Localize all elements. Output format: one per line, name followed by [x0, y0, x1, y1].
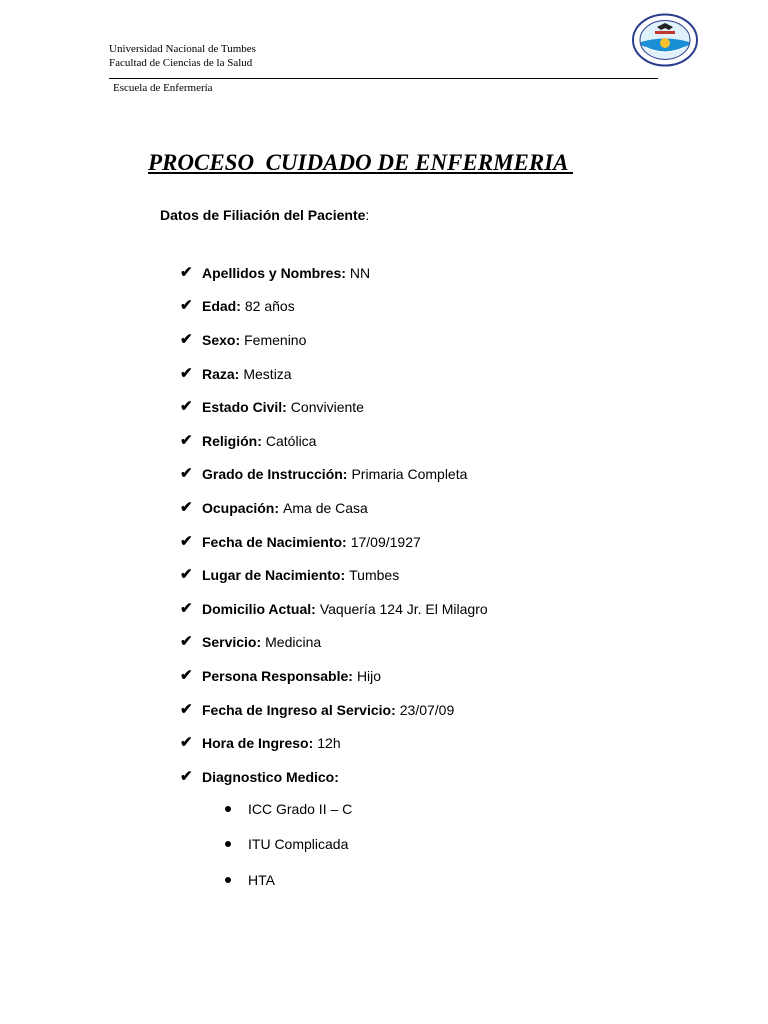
- field-grado-instruccion: [180, 458, 488, 492]
- field-fecha-nacimiento: [180, 525, 488, 559]
- field-label: Fecha de Ingreso al Servicio:: [202, 701, 396, 718]
- document-header: [109, 42, 256, 70]
- field-apellidos: [180, 256, 488, 290]
- field-label: Religión:: [202, 432, 262, 449]
- field-value: Medicina: [265, 634, 322, 651]
- field-value: Hijo: [356, 667, 382, 684]
- faculty-name: Facultad de Ciencias de la Salud: [109, 57, 253, 69]
- field-edad: [180, 290, 488, 324]
- school-name: Escuela de Enfermería: [113, 82, 213, 94]
- field-persona-responsable: [180, 659, 488, 693]
- field-label: Ocupación:: [202, 499, 280, 516]
- field-label: Lugar de Nacimiento:: [202, 567, 346, 584]
- diagnosis-text: HTA: [248, 871, 275, 888]
- checkmark-icon: ✔: [180, 734, 193, 752]
- checkmark-icon: ✔: [180, 532, 193, 550]
- field-religion: [180, 424, 488, 458]
- field-value: Católica: [265, 432, 317, 449]
- checkmark-icon: ✔: [180, 364, 193, 382]
- checkmark-icon: ✔: [180, 498, 193, 516]
- field-diagnostico-medico: [180, 760, 488, 794]
- field-value: Ama de Casa: [283, 499, 368, 516]
- field-sexo: [180, 323, 488, 357]
- field-value: Conviviente: [290, 399, 364, 416]
- diagnosis-item: [225, 862, 352, 898]
- field-fecha-ingreso: [180, 693, 488, 727]
- field-label: Grado de Instrucción:: [202, 466, 348, 483]
- field-ocupacion: [180, 491, 488, 525]
- checkmark-icon: ✔: [180, 566, 193, 584]
- field-value: Tumbes: [349, 567, 400, 584]
- university-seal-icon: [631, 13, 699, 67]
- field-value: Vaquería 124 Jr. El Milagro: [319, 600, 488, 617]
- field-label: Fecha de Nacimiento:: [202, 533, 347, 550]
- field-label: Apellidos y Nombres:: [202, 264, 346, 281]
- checkmark-icon: ✔: [180, 263, 193, 281]
- field-value: NN: [349, 264, 371, 281]
- page-title: PROCESO CUIDADO DE ENFERMERIA: [148, 150, 573, 175]
- field-value: Mestiza: [243, 365, 292, 382]
- bullet-icon: [225, 806, 231, 812]
- field-lugar-nacimiento: [180, 558, 488, 592]
- university-name: Universidad Nacional de Tumbes: [109, 43, 256, 55]
- field-label: Diagnostico Medico:: [202, 768, 339, 785]
- field-value: 23/07/09: [399, 701, 455, 718]
- field-value: 17/09/1927: [350, 533, 421, 550]
- checkmark-icon: ✔: [180, 666, 193, 684]
- checkmark-icon: ✔: [180, 297, 193, 315]
- field-estado-civil: [180, 390, 488, 424]
- field-label: Sexo:: [202, 331, 241, 348]
- field-domicilio-actual: [180, 592, 488, 626]
- field-value: Primaria Completa: [351, 466, 468, 483]
- field-value: 82 años: [244, 298, 295, 315]
- field-value: 12h: [317, 735, 341, 752]
- checkmark-icon: ✔: [180, 431, 193, 449]
- field-raza: [180, 357, 488, 391]
- header-divider: [109, 78, 658, 79]
- field-label: Estado Civil:: [202, 399, 287, 416]
- diagnosis-item: [225, 791, 352, 827]
- diagnosis-text: ITU Complicada: [248, 836, 349, 853]
- field-label: Servicio:: [202, 634, 262, 651]
- field-value: Femenino: [244, 331, 307, 348]
- checkmark-icon: ✔: [180, 465, 193, 483]
- checkmark-icon: ✔: [180, 767, 193, 785]
- checkmark-icon: ✔: [180, 398, 193, 416]
- patient-data-heading-label: Datos de Filiación del Paciente: [160, 207, 366, 223]
- bullet-icon: [225, 841, 231, 847]
- field-label: Edad:: [202, 298, 241, 315]
- patient-fields-list: [180, 256, 488, 794]
- field-hora-ingreso: [180, 726, 488, 760]
- checkmark-icon: ✔: [180, 700, 193, 718]
- checkmark-icon: ✔: [180, 330, 193, 348]
- checkmark-icon: ✔: [180, 633, 193, 651]
- field-label: Domicilio Actual:: [202, 600, 316, 617]
- patient-data-heading-suffix: :: [365, 207, 370, 223]
- diagnosis-list: [225, 791, 352, 898]
- patient-data-heading: [160, 206, 369, 224]
- diagnosis-item: [225, 827, 352, 863]
- diagnosis-text: ICC Grado II – C: [248, 800, 353, 817]
- field-label: Persona Responsable:: [202, 667, 353, 684]
- bullet-icon: [225, 877, 231, 883]
- field-label: Hora de Ingreso:: [202, 735, 314, 752]
- checkmark-icon: ✔: [180, 599, 193, 617]
- field-servicio: [180, 626, 488, 660]
- field-label: Raza:: [202, 365, 240, 382]
